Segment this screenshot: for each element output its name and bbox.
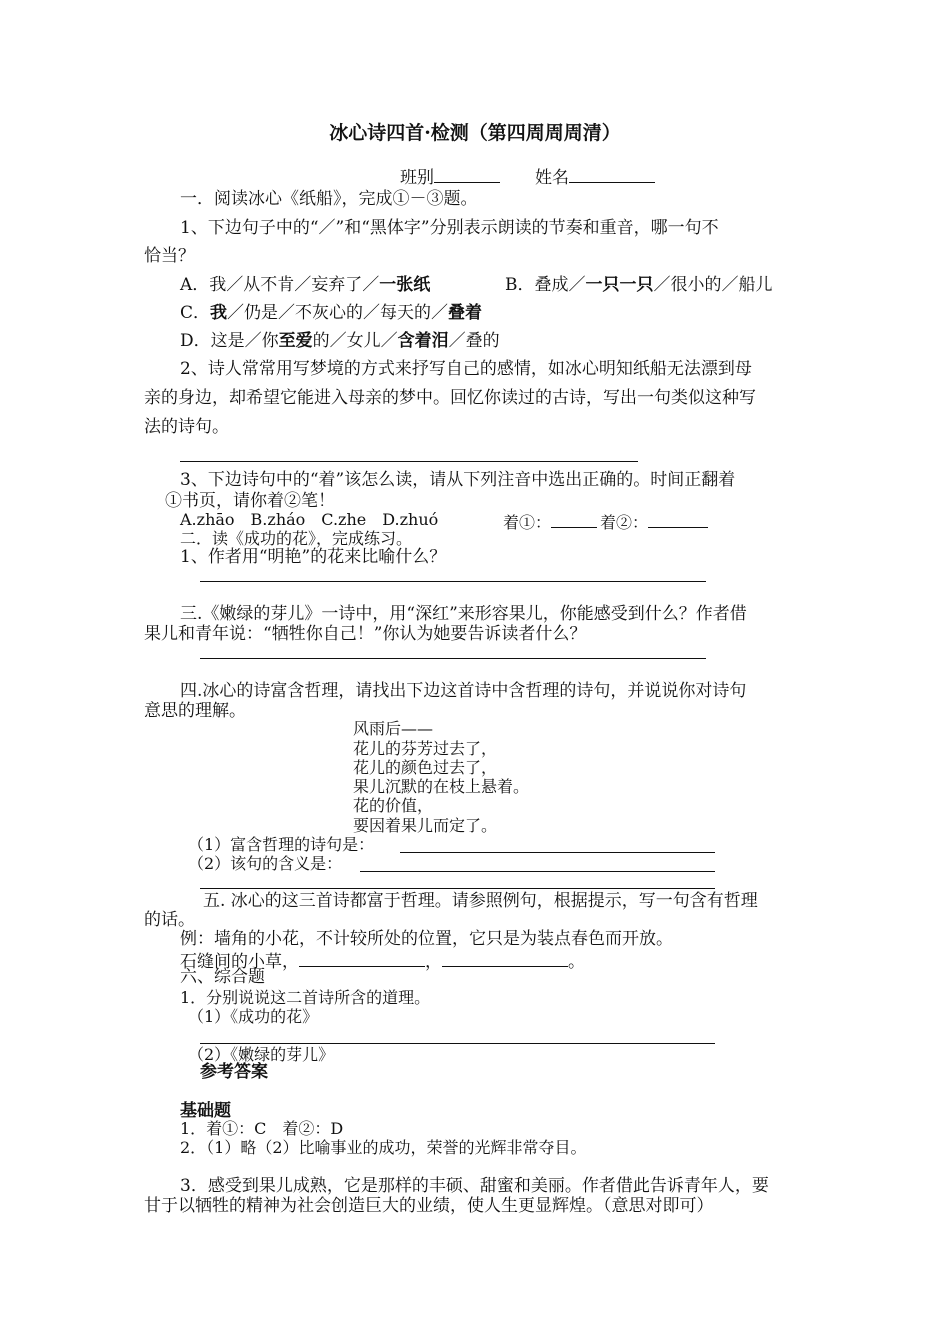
name-label: 姓名 [535, 168, 569, 188]
zhe-blank-2[interactable]: 着②： [600, 509, 708, 534]
answer-line-s4-1[interactable] [400, 852, 715, 853]
answers-heading: 参考答案 [200, 1062, 268, 1082]
section3-text-cont: 果儿和青年说：“牺牲你自己！”你认为她要告诉读者什么？ [144, 624, 587, 644]
answer-line-s3[interactable] [200, 658, 706, 659]
poem-line-4: 果儿沉默的在枝上悬着。 [353, 777, 530, 796]
s4-answer-2-label: （2）该句的含义是： [188, 854, 343, 873]
s6-answer-1-label: （1）《成功的花》 [188, 1007, 319, 1026]
answer-line-q2[interactable] [180, 461, 638, 462]
answer-line-s4-3[interactable] [200, 888, 715, 889]
poem-line-1: 风雨后—— [353, 719, 434, 738]
answer-3: 3．感受到果儿成熟，它是那样的丰硕、甜蜜和美丽。作者借此告诉青年人，要 [180, 1176, 769, 1196]
poem-line-2: 花儿的芬芳过去了， [353, 739, 498, 758]
poem-line-5: 花的价值， [353, 796, 434, 815]
s1-q2-text-end: 法的诗句。 [144, 417, 229, 437]
pinyin-options: A.zhāo B.zháo C.zhe D.zhuó [180, 510, 439, 529]
section2-heading: 二．读《成功的花》，完成练习。 [180, 529, 413, 548]
s1-q1-text-cont: 恰当？ [144, 246, 195, 266]
name-field[interactable] [535, 164, 655, 189]
page-title: 冰心诗四首·检测（第四周周周清） [329, 122, 621, 144]
section6-heading: 六、综合题 [180, 967, 265, 987]
class-label: 班别 [400, 168, 434, 188]
fill-in-sentence[interactable]: 石缝间的小草， ， 。 [180, 948, 585, 973]
class-field[interactable] [400, 164, 500, 189]
s1-q3-text: 3、下边诗句中的“着”该怎么读，请从下列注音中选出正确的。时间正翻着 [180, 470, 736, 490]
section4-text-cont: 意思的理解。 [144, 701, 246, 721]
section5-text-cont: 的话。 [144, 910, 195, 930]
option-d: D．这是／你至爱的／女儿／含着泪／叠的 [180, 331, 500, 351]
zhe-blank-1[interactable]: 着①： [503, 509, 597, 534]
s2-q1-text: 1、作者用“明艳”的花来比喻什么？ [180, 547, 447, 567]
poem-line-3: 花儿的颜色过去了， [353, 758, 498, 777]
option-b: B．叠成／一只一只／很小的／船儿 [505, 275, 773, 295]
section5-text: 五. 冰心的这三首诗都富于哲理。请参照例句，根据提示，写一句含有哲理 [203, 891, 758, 911]
section3-text: 三.《嫩绿的芽儿》一诗中，用“深红”来形容果儿，你能感受到什么？作者借 [180, 604, 747, 624]
s4-answer-1-label: （1）富含哲理的诗句是： [188, 835, 375, 854]
answer-line-s2[interactable] [200, 581, 706, 582]
option-c: C．我／仍是／不灰心的／每天的／叠着 [180, 303, 483, 323]
poem-line-6: 要因着果儿而定了。 [353, 816, 498, 835]
s1-q2-text-cont: 亲的身边，却希望它能进入母亲的梦中。回忆你读过的古诗，写出一句类似这种写 [144, 388, 756, 408]
answer-line-s4-2[interactable] [360, 871, 715, 872]
s1-q2-text: 2、诗人常常用写梦境的方式来抒写自己的感情，如冰心明知纸船无法漂到母 [180, 359, 752, 379]
example-sentence: 例：墙角的小花，不计较所处的位置，它只是为装点春色而开放。 [180, 929, 673, 949]
s6-answer-2-label: （2）《嫩绿的芽儿》 [188, 1045, 335, 1064]
option-a: A．我／从不肯／妄弃了／一张纸 [180, 275, 431, 295]
s1-q3-text-cont: ①书页，请你着②笔！ [165, 491, 335, 511]
section4-text: 四.冰心的诗富含哲理，请找出下边这首诗中含哲理的诗句，并说说你对诗句 [180, 681, 747, 701]
s1-q1-text: 1、下边句子中的“／”和“黑体字”分别表示朗读的节奏和重音，哪一句不 [180, 218, 719, 238]
answer-2: 2．（1）略（2）比喻事业的成功，荣誉的光辉非常夺目。 [180, 1138, 587, 1157]
answer-3-cont: 甘于以牺牲的精神为社会创造巨大的业绩，使人生更显辉煌。（意思对即可） [144, 1196, 714, 1216]
answers-subheading: 基础题 [180, 1101, 231, 1121]
section1-heading: 一．阅读冰心《纸船》，完成①－③题。 [180, 189, 478, 209]
s6-q1-text: 1．分别说说这二首诗所含的道理。 [180, 988, 431, 1007]
answer-1: 1．着①：C 着②：D [180, 1119, 344, 1138]
